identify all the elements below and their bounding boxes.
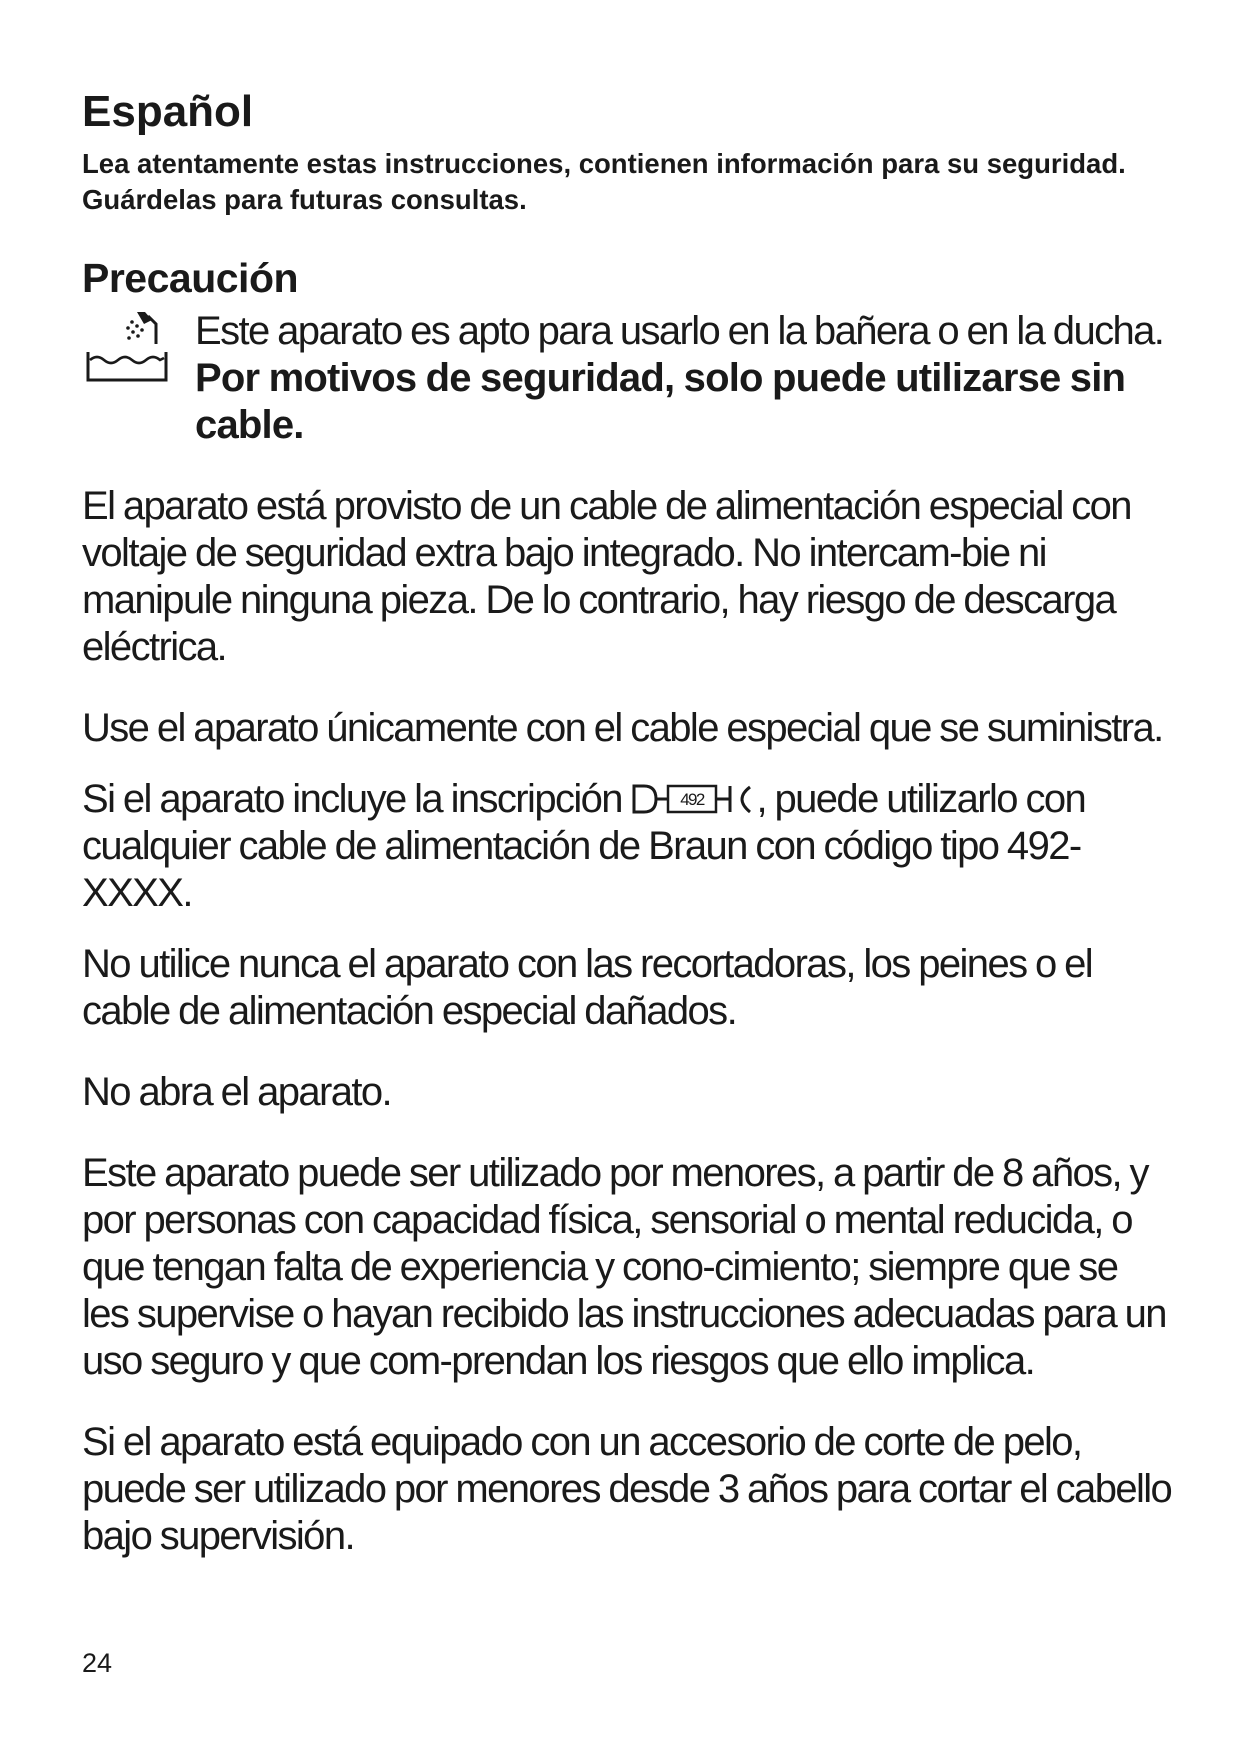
intro-notice: Lea atentamente estas instrucciones, contienen información para su seguridad. Guárdelas para futuras consultas. xyxy=(82,148,1126,215)
inscription-text-before: Si el aparato incluye la inscripción xyxy=(82,777,631,821)
paragraph-cable: El aparato está provisto de un cable de alimentación especial con voltaje de seguridad extra bajo integrado. No intercam-bie ni manipule ninguna pieza. De lo contrario, hay riesgo de descarga eléctrica. xyxy=(82,484,1131,669)
caution-text-regular: Este aparato es apto para usarlo en la bañera o en la ducha. xyxy=(195,309,1164,353)
cable-code-label: 492 xyxy=(680,790,705,809)
caution-text xyxy=(195,308,1172,449)
paragraph-damaged: No utilice nunca el aparato con las recortadoras, los peines o el cable de alimentación especial dañados. xyxy=(82,942,1093,1033)
caution-block xyxy=(82,308,1172,449)
cable-code-icon xyxy=(630,780,756,818)
paragraph-inscription xyxy=(82,776,1172,917)
paragraph-do-not-open: No abra el aparato. xyxy=(82,1070,392,1114)
paragraph-haircut: Si el aparato está equipado con un accesorio de corte de pelo, puede ser utilizado por menores desde 3 años para cortar el cabello bajo supervisión. xyxy=(82,1420,1172,1558)
inscription-text-after: , puede utilizarlo con cualquier cable de alimentación de Braun con código tipo 492-XXXX. xyxy=(82,777,1086,915)
manual-page xyxy=(82,82,1172,1560)
language-heading: Español xyxy=(82,87,254,136)
paragraph-special-cable: Use el aparato únicamente con el cable especial que se suministra. xyxy=(82,706,1163,750)
caution-heading: Precaución xyxy=(82,255,299,301)
caution-text-bold: Por motivos de seguridad, solo puede utilizarse sin cable. xyxy=(195,356,1126,447)
paragraph-minors: Este aparato puede ser utilizado por menores, a partir de 8 años, y por personas con capacidad física, sensorial o mental reducida, o que tengan falta de experiencia y cono-cimiento; siempre que se les supervise o hayan recibido las instrucciones adecuadas para un uso seguro y que com-prendan los riesgos que ello implica. xyxy=(82,1151,1166,1383)
page-number: 24 xyxy=(82,1648,113,1678)
bath-shower-icon xyxy=(82,308,172,390)
